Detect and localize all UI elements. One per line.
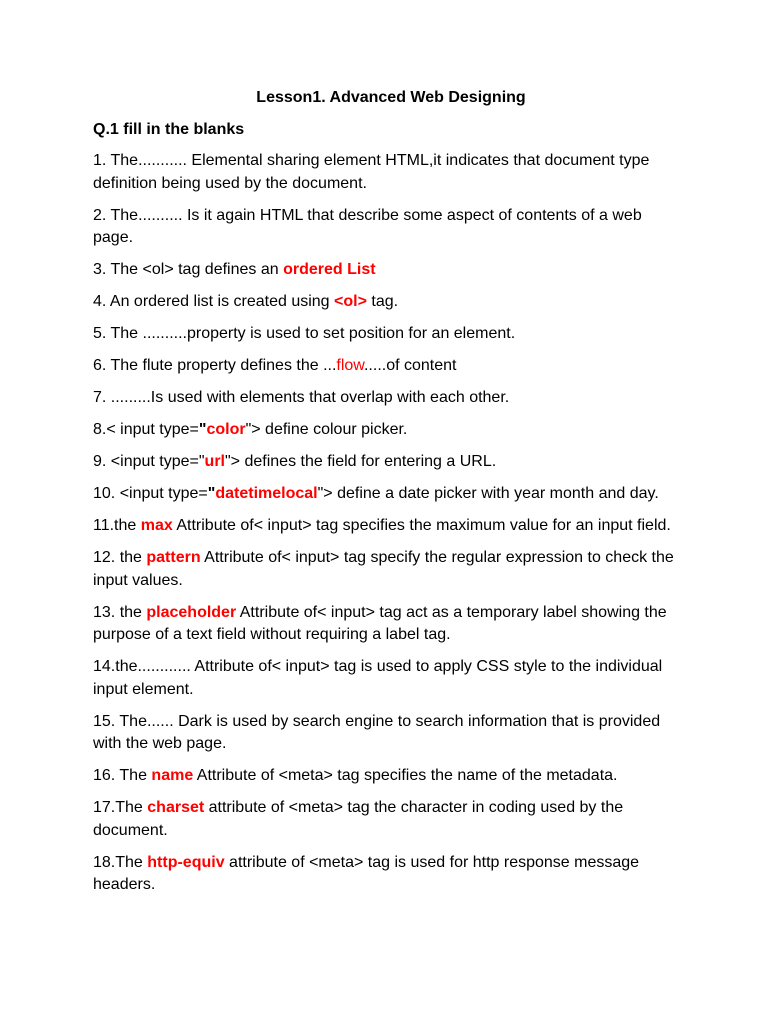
question-text-after: Attribute of <meta> tag specifies the name of the metadata.: [193, 767, 618, 784]
question-text: 1. The........... Elemental sharing element HTML,it indicates that document type definition being used by the document.: [93, 152, 650, 192]
question-text-before: 8.< input type=: [93, 421, 199, 438]
question-text-after: Attribute of< input> tag act as a temporary label showing the purpose of a text field without requiring a label tag.: [93, 603, 667, 643]
question-text-before: 13. the: [93, 603, 147, 621]
question-text: 2. The.......... Is it again HTML that describe some aspect of contents of a web page.: [93, 206, 642, 246]
question-2: [93, 205, 683, 250]
question-10: [93, 483, 683, 506]
question-1: [93, 150, 683, 195]
question-text-before: 16. The: [93, 767, 152, 784]
question-text: 5. The ..........property is used to set position for an element.: [93, 325, 516, 342]
question-text-after: "> define a date picker with year month and day.: [317, 485, 659, 502]
question-text-before: 10. <input type=: [93, 485, 208, 502]
question-text-after: .....of content: [363, 357, 457, 374]
question-15: [93, 711, 683, 756]
answer-text: charset: [147, 799, 205, 816]
question-13: [93, 602, 683, 647]
answer-text: ordered List: [283, 261, 376, 278]
question-text-before: 11.the: [93, 517, 141, 534]
question-text-before: 6. The flute property defines the ...: [93, 357, 337, 374]
question-5: [93, 323, 683, 346]
question-text-after: attribute of <meta> tag the character in coding used by the document.: [93, 799, 624, 839]
question-text-after: Attribute of< input> tag specifies the maximum value for an input field.: [172, 517, 671, 534]
question-17: [93, 797, 683, 842]
question-11: [93, 515, 683, 538]
question-18: [93, 852, 683, 897]
question-3: [93, 259, 683, 282]
question-text-before: 9. <input type=": [93, 453, 205, 470]
answer-text: name: [151, 767, 194, 784]
answer-text: flow: [336, 357, 364, 374]
question-text-after: attribute of <meta> tag is used for http response message headers.: [93, 853, 640, 893]
quote-open: ": [207, 485, 216, 502]
quote-close: ": [245, 421, 252, 438]
question-text-before: 12. the: [93, 549, 147, 566]
question-text-before: 4. An ordered list is created using: [93, 293, 335, 310]
question-text-after: "> defines the field for entering a URL.: [225, 453, 497, 470]
answer-text: url: [204, 453, 225, 470]
question-text-after: Attribute of< input> tag specify the regular expression to check the input values.: [93, 549, 674, 589]
question-8: [93, 419, 683, 442]
question-16: [93, 765, 683, 788]
answer-text: <ol>: [334, 293, 367, 310]
answer-text: pattern: [146, 549, 201, 566]
page-title: Lesson1. Advanced Web Designing: [256, 89, 526, 106]
question-text-before: 17.The: [93, 799, 148, 816]
question-text-before: 3. The <ol> tag defines an: [93, 261, 284, 278]
question-text: 15. The...... Dark is used by search engine to search information that is provided with the web page.: [93, 712, 661, 752]
answer-text: max: [140, 517, 173, 534]
question-text-before: 18.The: [93, 853, 148, 871]
answer-text: color: [206, 421, 246, 438]
answer-text: placeholder: [146, 603, 237, 621]
question-text: 14.the............ Attribute of< input> tag is used to apply CSS style to the individual input element.: [93, 658, 663, 698]
question-12: [93, 547, 683, 592]
answer-text: datetimelocal: [215, 485, 318, 502]
quote-open: ": [198, 421, 207, 438]
question-9: [93, 451, 683, 474]
question-4: [93, 291, 683, 314]
section-heading: Q.1 fill in the blanks: [93, 121, 245, 138]
question-6: [93, 355, 683, 378]
question-14: [93, 656, 683, 701]
question-text-after: tag.: [366, 293, 399, 310]
document-page: [93, 88, 683, 906]
question-7: [93, 387, 683, 410]
answer-text: http-equiv: [147, 853, 225, 871]
question-text: 7. .........Is used with elements that overlap with each other.: [93, 389, 510, 406]
question-text-after: > define colour picker.: [251, 421, 408, 438]
